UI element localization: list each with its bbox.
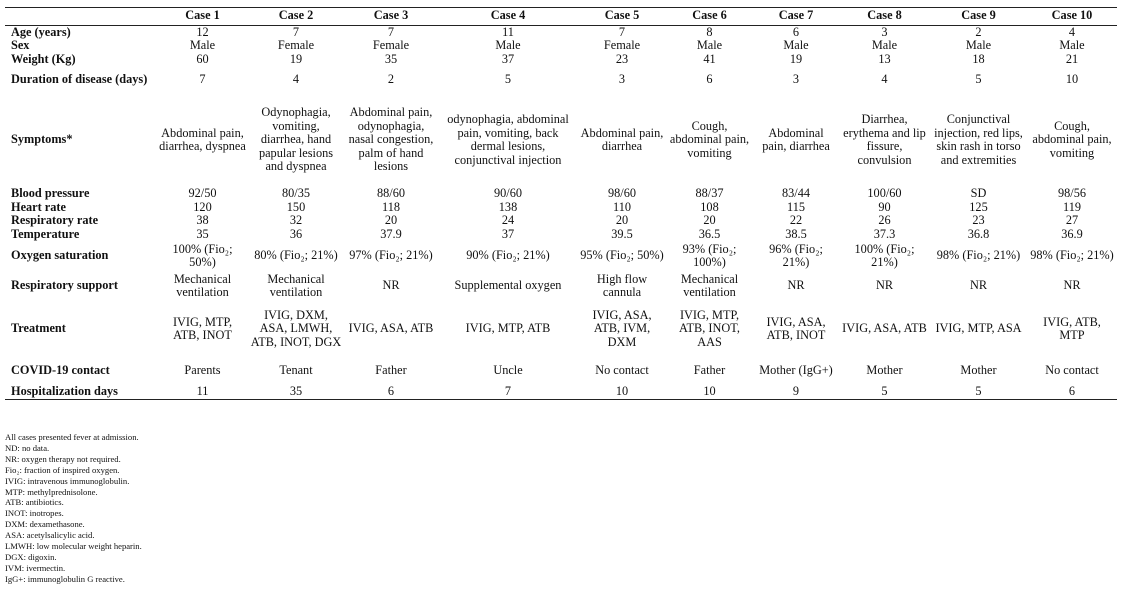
footnote-line: INOT: inotropes.: [5, 508, 64, 519]
table-cell: 6: [792, 24, 800, 39]
case-header: Case 5: [578, 8, 666, 26]
footnote-line: IVIG: intravenous immunoglobulin.: [5, 475, 130, 486]
label-column-header: [5, 8, 157, 26]
table-cell: Abdominal pain, odynophagia, nasal congestion, palm of hand lesions: [348, 105, 434, 174]
table-cell: NR: [1063, 278, 1081, 293]
table-cell: High flow cannula: [596, 271, 648, 299]
table-cell: 97% (Fio₂; 21%): [349, 248, 433, 263]
table-row: [5, 187, 1117, 201]
table-cell: Male: [189, 38, 216, 52]
table-cell: 4: [1068, 24, 1076, 39]
footnote-line: IgG+: immunoglobulin G reactive.: [5, 573, 125, 584]
table-cell: Father: [375, 363, 407, 378]
table-cell: 5: [975, 71, 982, 86]
table-cell: 6: [344, 385, 438, 399]
table-cell: Mother: [960, 363, 997, 378]
table-cell: 4: [292, 71, 300, 86]
table-cell: 88/60: [376, 186, 405, 200]
table-cell: 120: [193, 199, 212, 214]
footnote-line: MTP: methylprednisolone.: [5, 486, 98, 497]
table-cell: Abdominal pain, diarrhea, dyspnea: [159, 125, 246, 153]
clinical-cases-table-container: [5, 7, 1117, 400]
table-cell: 20: [703, 213, 716, 227]
table-cell: 115: [787, 199, 805, 214]
table-cell: Male: [965, 38, 992, 52]
table-cell: Conjunctival injection, red lips, skin rash in torso and extremities: [934, 112, 1023, 167]
table-cell: Mother: [866, 363, 903, 378]
table-cell: 4: [881, 71, 888, 86]
table-cell: Female: [372, 38, 410, 52]
row-label: COVID-19 contact: [11, 363, 110, 378]
row-label: Symptoms*: [11, 132, 73, 147]
footnote-line: IVM: ivermectin.: [5, 562, 66, 573]
table-cell: 8: [706, 24, 713, 39]
table-cell: IVIG, ASA, ATB: [842, 321, 927, 336]
table-cell: 3: [792, 71, 800, 86]
table-cell: Parents: [184, 363, 221, 378]
case-header: Case 1: [157, 8, 248, 26]
table-cell: 32: [289, 213, 303, 227]
table-cell: Male: [1059, 38, 1085, 52]
table-cell: 118: [382, 199, 400, 214]
table-cell: Diarrhea, erythema and lip fissure, convulsion: [843, 112, 926, 167]
row-label: Hospitalization days: [5, 385, 157, 399]
table-cell: 9: [753, 385, 839, 399]
row-label: Weight (Kg): [11, 51, 76, 66]
footnote-line: LMWH: low molecular weight heparin.: [5, 541, 142, 552]
table-row: [5, 53, 1117, 67]
footnote-line: ATB: antibiotics.: [5, 497, 64, 508]
footnote-line: DGX: digoxin.: [5, 551, 57, 562]
table-cell: NR: [969, 278, 988, 293]
footnote-line: ASA: acetylsalicylic acid.: [5, 530, 95, 541]
table-cell: 21: [1065, 51, 1079, 66]
table-cell: Male: [696, 38, 723, 52]
table-cell: IVIG, ASA, ATB: [348, 321, 434, 336]
table-cell: IVIG, ASA, ATB, IVM, DXM: [592, 307, 652, 349]
table-cell: 27: [1065, 213, 1079, 227]
table-cell: 24: [501, 213, 515, 227]
table-cell: 80/35: [281, 186, 310, 200]
table-cell: 92/50: [188, 186, 217, 200]
table-cell: 10: [666, 385, 753, 399]
table-cell: 2: [387, 71, 395, 86]
table-cell: 36.9: [1061, 226, 1083, 241]
table-cell: IVIG, MTP, ATB, INOT, AAS: [679, 307, 740, 349]
table-cell: 125: [969, 199, 988, 214]
row-label: Oxygen saturation: [11, 248, 109, 263]
table-cell: 38.5: [785, 226, 807, 241]
table-cell: 37.9: [380, 226, 402, 241]
case-header: Case 2: [248, 8, 344, 26]
table-cell: 93% (Fio₂; 100%): [682, 241, 737, 269]
table-cell: 3: [881, 24, 888, 39]
table-cell: 98% (Fio₂; 21%): [1030, 248, 1114, 263]
table-cell: Cough, abdominal pain, vomiting: [669, 118, 750, 160]
table-cell: IVIG, MTP, ATB: [465, 321, 551, 336]
table-cell: 7: [292, 24, 300, 39]
case-header: Case 9: [930, 8, 1027, 26]
row-label: Blood pressure: [11, 186, 90, 200]
table-cell: 35: [248, 385, 344, 399]
row-label: Respiratory support: [11, 278, 118, 293]
table-cell: 38: [196, 213, 209, 227]
case-header: Case 6: [666, 8, 753, 26]
row-label: Temperature: [11, 226, 80, 241]
table-cell: 88/37: [695, 186, 724, 200]
table-cell: NR: [787, 278, 805, 293]
table-cell: Female: [277, 38, 315, 52]
table-cell: Abdominal pain, diarrhea: [580, 125, 664, 153]
table-cell: Male: [871, 38, 898, 52]
table-cell: No contact: [1045, 363, 1099, 378]
row-label: Respiratory rate: [11, 213, 99, 227]
table-cell: 11: [502, 24, 514, 39]
table-cell: IVIG, MTP, ASA: [935, 321, 1022, 336]
table-cell: 12: [196, 24, 209, 39]
table-cell: 90% (Fio₂; 21%): [466, 248, 550, 263]
table-cell: 98/56: [1057, 186, 1086, 200]
table-cell: 90/60: [493, 186, 522, 200]
table-cell: 80% (Fio₂; 21%): [254, 248, 338, 263]
case-header: Case 4: [438, 8, 578, 26]
table-cell: IVIG, MTP, ATB, INOT: [172, 314, 233, 342]
table-row: [5, 201, 1117, 215]
row-label: Treatment: [11, 321, 66, 336]
table-cell: Female: [603, 38, 641, 52]
table-cell: 110: [613, 199, 631, 214]
table-cell: 98% (Fio₂; 21%): [936, 248, 1021, 263]
table-cell: 37: [501, 51, 515, 66]
table-cell: SD: [970, 186, 987, 200]
table-cell: Male: [495, 38, 521, 52]
table-cell: 18: [972, 51, 985, 66]
table-row: [5, 39, 1117, 53]
table-row: [5, 66, 1117, 93]
table-cell: 119: [1063, 199, 1081, 214]
table-row: [5, 271, 1117, 301]
table-cell: 5: [504, 71, 512, 86]
table-cell: Mechanical ventilation: [173, 271, 232, 299]
table-row: [5, 241, 1117, 271]
table-cell: 95% (Fio₂; 50%): [580, 248, 664, 263]
table-cell: Odynophagia, vomiting, diarrhea, hand papular lesions and dyspnea: [258, 105, 334, 174]
table-cell: 23: [972, 213, 985, 227]
table-cell: IVIG, ASA, ATB, INOT: [766, 314, 826, 342]
table-cell: 7: [387, 24, 395, 39]
table-cell: 10: [578, 385, 666, 399]
table-cell: 10: [1065, 71, 1079, 86]
footnote-line: DXM: dexamethasone.: [5, 519, 85, 530]
table-header-row: [5, 8, 1117, 26]
table-cell: 98/60: [607, 186, 636, 200]
table-cell: 100% (Fio₂; 50%): [172, 241, 233, 269]
table-cell: 13: [878, 51, 891, 66]
table-cell: 11: [157, 385, 248, 399]
case-header: Case 10: [1027, 8, 1117, 26]
table-cell: 7: [438, 385, 578, 399]
table-cell: Male: [783, 38, 809, 52]
table-cell: 138: [498, 199, 518, 214]
table-row: [5, 301, 1117, 357]
table-cell: 5: [839, 385, 930, 399]
table-cell: 5: [930, 385, 1027, 399]
table-cell: 37.3: [873, 226, 896, 241]
table-cell: 37: [501, 226, 515, 241]
footnote-line: Fio₂: fraction of inspired oxygen.: [5, 464, 120, 475]
table-cell: 22: [789, 213, 803, 227]
case-header: Case 8: [839, 8, 930, 26]
table-cell: Supplemental oxygen: [454, 278, 562, 293]
table-cell: 60: [196, 51, 209, 66]
table-cell: 20: [384, 213, 398, 227]
table-cell: 6: [706, 71, 713, 86]
table-cell: IVIG, DXM, ASA, LMWH, ATB, INOT, DGX: [250, 307, 342, 349]
table-cell: Uncle: [493, 363, 523, 378]
table-cell: 36: [289, 226, 303, 241]
table-cell: Mechanical ventilation: [267, 271, 325, 299]
table-cell: 7: [199, 71, 206, 86]
table-cell: IVIG, ATB, MTP: [1043, 314, 1101, 342]
table-cell: Tenant: [279, 363, 313, 378]
table-cell: Mechanical ventilation: [680, 271, 739, 299]
table-cell: 19: [789, 51, 803, 66]
table-cell: 90: [878, 199, 891, 214]
table-cell: 41: [703, 51, 716, 66]
table-footnotes: [5, 432, 605, 585]
table-cell: 83/44: [781, 186, 810, 200]
row-label: Age (years): [11, 24, 71, 39]
footnote-line: NR: oxygen therapy not required.: [5, 453, 121, 464]
table-body: [5, 25, 1117, 399]
table-cell: NR: [875, 278, 894, 293]
table-cell: 35: [196, 226, 209, 241]
table-cell: 19: [289, 51, 303, 66]
footnote-line: All cases presented fever at admission.: [5, 432, 139, 442]
table-row: [5, 385, 1117, 399]
table-cell: 35: [384, 51, 398, 66]
table-cell: 100/60: [867, 186, 902, 200]
table-cell: odynophagia, abdominal pain, vomiting, back dermal lesions, conjunctival injection: [447, 112, 569, 167]
case-header: Case 3: [344, 8, 438, 26]
table-row: [5, 214, 1117, 228]
table-cell: 36.8: [967, 226, 990, 241]
table-cell: 20: [615, 213, 629, 227]
table-cell: 96% (Fio₂; 21%): [769, 241, 823, 269]
table-cell: 23: [615, 51, 629, 66]
table-cell: 39.5: [611, 226, 633, 241]
table-cell: 2: [975, 24, 982, 39]
footnote-line: ND: no data.: [5, 442, 50, 453]
table-cell: Father: [693, 363, 726, 378]
table-cell: 150: [286, 199, 306, 214]
table-row: [5, 357, 1117, 385]
table-cell: No contact: [595, 363, 649, 378]
table-cell: NR: [382, 278, 400, 293]
table-cell: 26: [878, 213, 891, 227]
table-cell: 3: [618, 71, 626, 86]
table-row: [5, 93, 1117, 187]
row-label: Duration of disease (days): [11, 71, 148, 86]
table-cell: 100% (Fio₂; 21%): [854, 241, 915, 269]
table-cell: 108: [700, 199, 719, 214]
table-cell: 6: [1027, 385, 1117, 399]
table-cell: 36.5: [698, 226, 721, 241]
table-row: [5, 25, 1117, 39]
table-cell: Cough, abdominal pain, vomiting: [1032, 118, 1112, 160]
row-label: Sex: [11, 38, 30, 52]
table-cell: 7: [618, 24, 626, 39]
clinical-cases-table: [5, 7, 1117, 400]
row-label: Heart rate: [11, 199, 66, 214]
case-header: Case 7: [753, 8, 839, 26]
table-cell: Abdominal pain, diarrhea: [762, 125, 830, 153]
table-cell: Mother (IgG+): [759, 363, 833, 378]
table-row: [5, 228, 1117, 242]
